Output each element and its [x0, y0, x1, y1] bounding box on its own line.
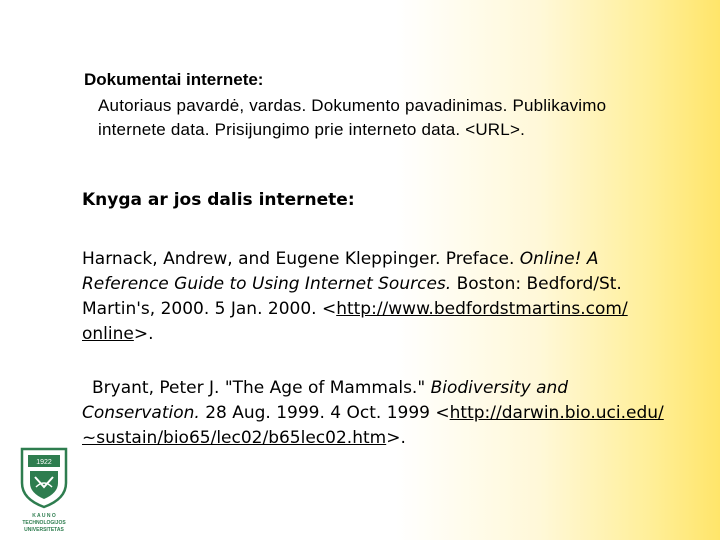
section-heading-documents: Dokumentai internete: [84, 70, 264, 89]
ref1-authors: Harnack, Andrew, and Eugene Kleppinger. Preface. [82, 249, 520, 269]
ref1-title-a: Online! A [519, 249, 599, 269]
documents-format-description [98, 94, 698, 142]
ref2-dates: 28 Aug. 1999. 4 Oct. 1999 < [199, 403, 450, 423]
logo-line-2: TECHNOLOGIJOS [22, 520, 66, 526]
ref2-line-2 [82, 401, 702, 426]
ref1-dates: Martin's, 2000. 5 Jan. 2000. < [82, 299, 337, 319]
ref2-title-b: Conservation. [82, 403, 200, 423]
ref2-line-3 [82, 426, 702, 451]
section-heading-book: Knyga ar jos dalis internete: [82, 190, 355, 210]
ref1-publisher: Boston: Bedford/St. [451, 274, 622, 294]
ref2-line-1 [82, 376, 702, 401]
ref2-title-a: Biodiversity and [430, 378, 569, 398]
logo-line-3: UNIVERSITETAS [24, 527, 64, 533]
logo-year: 1922 [36, 459, 52, 466]
ref1-line-1 [82, 247, 702, 272]
ref1-line-2 [82, 272, 702, 297]
university-logo [16, 443, 72, 535]
reference-bryant [82, 376, 702, 451]
ref1-url-link-a[interactable]: http://www.bedfordstmartins.com/ [336, 299, 628, 319]
ref1-url-link-b[interactable]: online [82, 324, 134, 344]
ref2-url-link-b[interactable]: ~sustain/bio65/lec02/b65lec02.htm [82, 428, 387, 448]
ref2-authors: Bryant, Peter J. "The Age of Mammals." [92, 378, 431, 398]
ref1-line-4 [82, 322, 702, 347]
ref1-line-3 [82, 297, 702, 322]
ref1-end: >. [133, 324, 154, 344]
ref2-end: >. [386, 428, 406, 448]
format-line-1: Autoriaus pavardė, vardas. Dokumento pavadinimas. Publikavimo [98, 96, 607, 115]
ref1-title-b: Reference Guide to Using Internet Sources. [82, 274, 452, 294]
logo-line-1: K A U N O [32, 513, 56, 519]
format-line-2: internete data. Prisijungimo prie interneto data. <URL>. [98, 120, 525, 139]
reference-harnack [82, 247, 702, 347]
ref2-url-link-a[interactable]: http://darwin.bio.uci.edu/ [449, 403, 664, 423]
